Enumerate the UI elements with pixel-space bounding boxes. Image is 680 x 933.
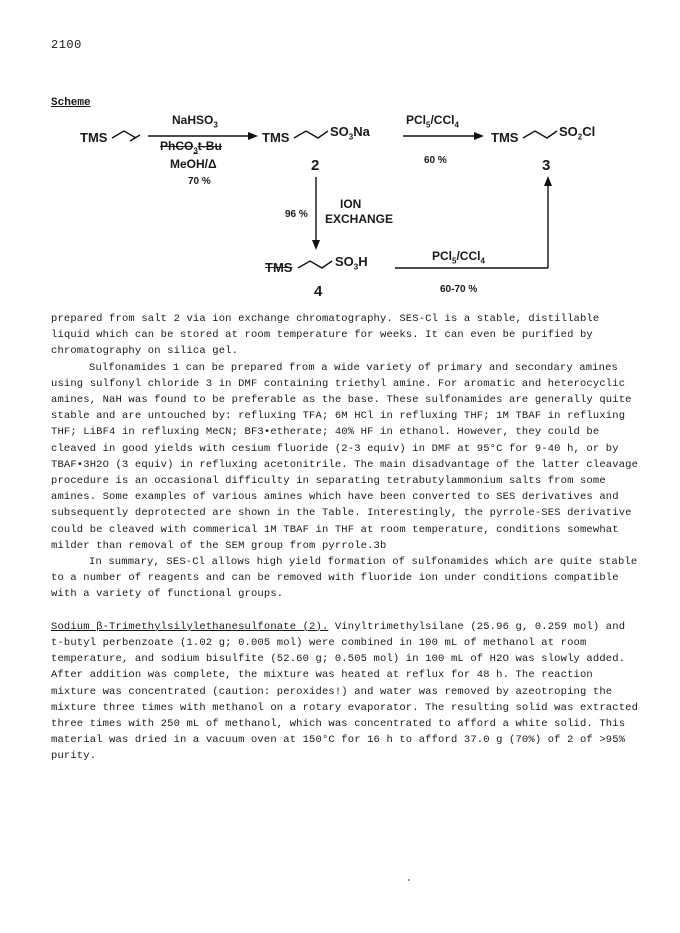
experimental-text: Vinyltrimethylsilane (25.96 g, 0.259 mol) and t-butyl perbenzoate (1.02 g; 0.005 mol) were combined in 100 mL of methanol at room temperature, and sodium bisulfite (52.60 g; 0.505 mol) in 100 mL of H2O was slowly added. After addition was complete, the mixture was heated at reflux for 48 h. The reaction mixture was concentrated (caution: peroxides!) and water was removed by azeotroping the mixture three times with methanol on a rotary evaporator. The resulting solid was extracted three times with 250 mL of methanol, which was concentrated to afford a white solid. This material was dried in a vacuum oven at 150°C for 16 h to afford 37.0 g (70%) of 2 of >95% purity. (51, 620, 639, 763)
compound3-sulfonyl-chloride: $SO_2Cl$ (559, 124, 596, 142)
step1-yield: 70 % (188, 176, 211, 187)
body-text (51, 311, 641, 765)
step3-label-line1: ION (340, 197, 362, 211)
arrowhead-step3 (312, 240, 320, 250)
compound2-sulfonate: $SO_3Na$ (330, 124, 370, 142)
ethyl-chain-4 (298, 261, 332, 268)
step3-yield: 96 % (285, 209, 308, 220)
experimental-heading: Sodium β-Trimethylsilylethanesulfonate (2). (51, 620, 329, 633)
scheme-label: Scheme (51, 97, 91, 109)
compound2-tms: TMS (262, 130, 290, 145)
start-tms: TMS (80, 130, 108, 145)
arrowhead-step2 (474, 132, 484, 140)
compound2-number: 2 (311, 157, 320, 174)
ethyl-chain-2 (294, 131, 328, 138)
arrowhead-step4 (544, 176, 552, 186)
page-speck (408, 879, 410, 881)
step4-yield: 60-70 % (440, 284, 478, 295)
step4-reagent: PCl$_5$/CCl$_4$ (432, 249, 485, 266)
arrowhead-step1 (248, 132, 258, 140)
step1-solvent: MeOH/Δ (170, 157, 217, 171)
paragraph-4 (51, 619, 641, 765)
compound4-tms: TMS (265, 260, 293, 275)
compound3-number: 3 (542, 157, 551, 174)
ethyl-chain-3 (523, 131, 557, 138)
paragraph-2: Sulfonamides 1 can be prepared from a wide variety of primary and secondary amines using sulfonyl chloride 3 in DMF containing triethyl amine. For aromatic and heterocyclic amines, NaH was found to be preferable as the base. These sulfonamides are generally quite stable and are untouched by: refluxing TFA; 6M HCl in refluxing THF; 1M TBAF in refluxing THF; LiBF4 in refluxing MeCN; BF3•etherate; 40% HF in ethanol. However, they could be cleaved in good yields with cesium fluoride (2-3 equiv) in DMF at 95°C for 9-40 h, or by TBAF•3H2O (3 equiv) in refluxing acetonitrile. The main disadvantage of the latter cleavage procedure is an occasional difficulty in separating tetrabutylammonium salts from some amines. Some examples of various amines which have been converted to SES derivatives and subsequently deprotected are shown in the Table. Interestingly, the pyrrole-SES derivative could be cleaved with commerical 1M TBAF in THF at room temperature, conditions somewhat milder than removal of the SEM group from pyrrole.3b (51, 361, 639, 552)
vinyl-bond (112, 131, 136, 138)
paragraph-1: prepared from salt 2 via ion exchange chromatography. SES-Cl is a stable, distillable liquid which can be stored at room temperature for weeks. It can even be purified by chromatography on silica gel. (51, 313, 600, 358)
step2-yield: 60 % (424, 155, 447, 166)
step1-reagent: NaHSO$_3$ (172, 113, 218, 130)
step3-label-line2: EXCHANGE (325, 212, 394, 226)
step2-reagent: PCl$_5$/CCl$_4$ (406, 113, 459, 130)
compound4-number: 4 (314, 283, 323, 300)
compound4-sulfonic-acid: $SO_3H$ (335, 254, 368, 272)
paragraph-3: In summary, SES-Cl allows high yield formation of sulfonamides which are quite stable to a number of reagents and can be removed with fluoride ion under conditions compatible with a variety of functional groups. (51, 556, 638, 601)
compound3-tms: TMS (491, 130, 519, 145)
page-number: 2100 (51, 38, 82, 52)
step1-cocatalyst: PhCO$_3$t-Bu (160, 139, 222, 156)
